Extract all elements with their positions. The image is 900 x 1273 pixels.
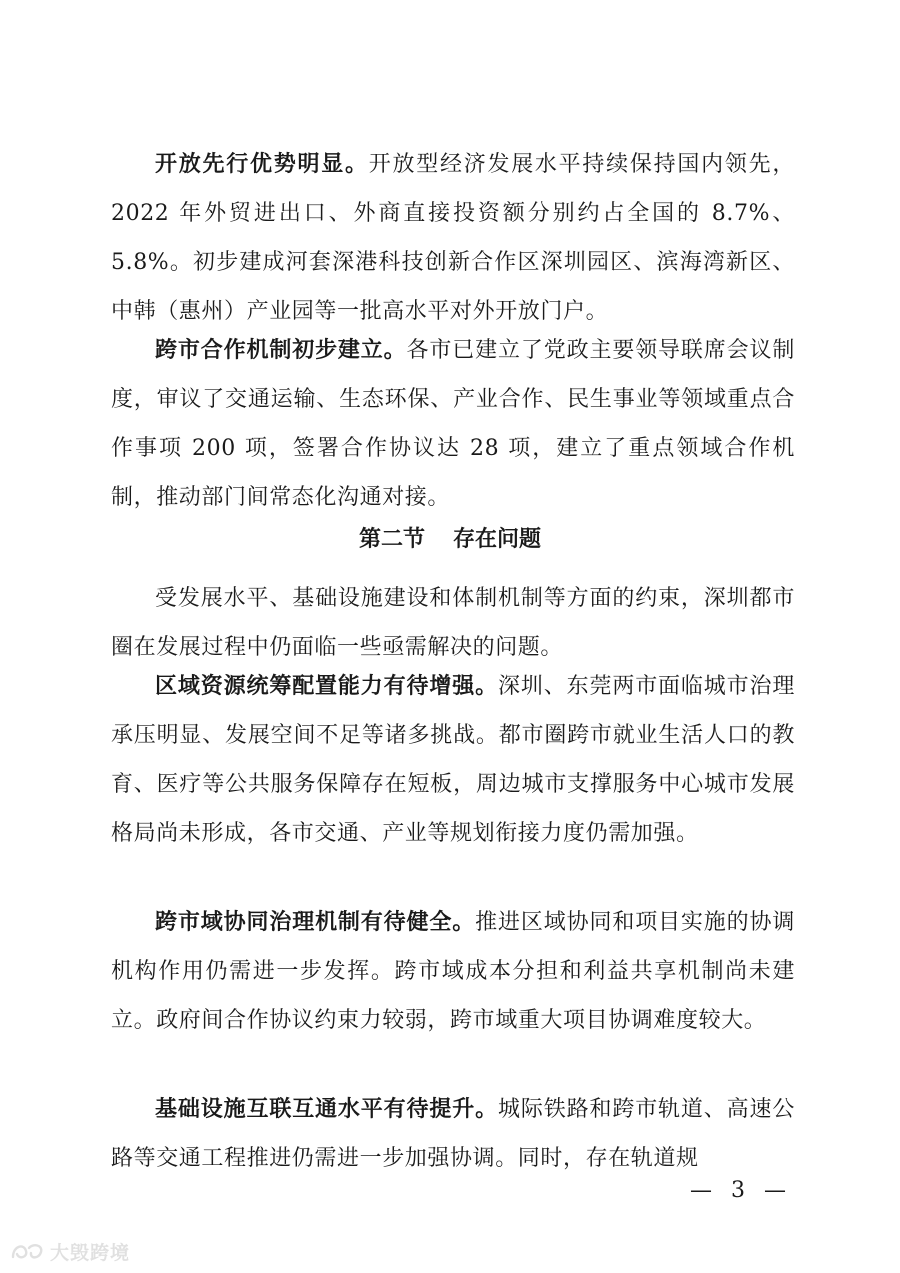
section-number: 第二节 [358, 527, 425, 552]
paragraph-lead: 区域资源统筹配置能力有待增强。 [155, 674, 498, 699]
paragraph-lead: 跨市域协同治理机制有待健全。 [155, 910, 476, 935]
paragraph-text: 推进区域协同和项目实施的协调机构作用仍需进一步发挥。跨市域成本分担和利益共享机制尚未建立。政府间合作协议约束力较弱，跨市域重大项目协调难度较大。 [111, 910, 796, 1033]
watermark-text: 大毁跨境 [50, 1241, 131, 1264]
paragraph-open-advantage [111, 140, 795, 336]
section-heading: 存在问题 [453, 527, 542, 552]
paragraph-infrastructure [111, 1085, 795, 1183]
paragraph-lead: 基础设施互联互通水平有待提升。 [155, 1097, 498, 1122]
paragraph-text: 深圳、东莞两市面临城市治理承压明显、发展空间不足等诸多挑战。都市圈跨市就业生活人口的教育、医疗等公共服务保障存在短板，周边城市支撑服务中心城市发展格局尚未形成，各市交通、产业等规划衔接力度仍需加强。 [111, 674, 795, 846]
paragraph-text: 城际铁路和跨市轨道、高速公路等交通工程推进仍需进一步加强协调。同时，存在轨道规 [111, 1097, 795, 1171]
paragraph-text: 开放型经济发展水平持续保持国内领先，2022 年外贸进出口、外商直接投资额分别约占全国的 8.7%、5.8%。初步建成河套深港科技创新合作区深圳园区、滨海湾新区、中韩（惠州）产业园等一批高水平对外开放门户。 [111, 152, 795, 324]
watermark [10, 1238, 130, 1264]
paragraph-cooperation-mechanism [111, 326, 795, 522]
paragraph-lead: 开放先行优势明显。 [155, 152, 369, 177]
paragraph-text: 各市已建立了党政主要领导联席会议制度，审议了交通运输、生态环保、产业合作、民生事业等领域重点合作事项 200 项，签署合作协议达 28 项，建立了重点领域合作机制，推动部门间常态化沟通对接。 [111, 338, 795, 510]
paragraph-resource-allocation [111, 662, 795, 858]
paragraph-lead: 跨市合作机制初步建立。 [155, 338, 407, 363]
page-number: — 3 — [690, 1178, 792, 1203]
paragraph-governance [111, 898, 795, 1045]
section-title [0, 515, 900, 564]
logo-icon [10, 1240, 46, 1262]
paragraph-text: 受发展水平、基础设施建设和体制机制等方面的约束，深圳都市圈在发展过程中仍面临一些亟需解决的问题。 [111, 586, 795, 660]
paragraph-intro [111, 574, 795, 672]
